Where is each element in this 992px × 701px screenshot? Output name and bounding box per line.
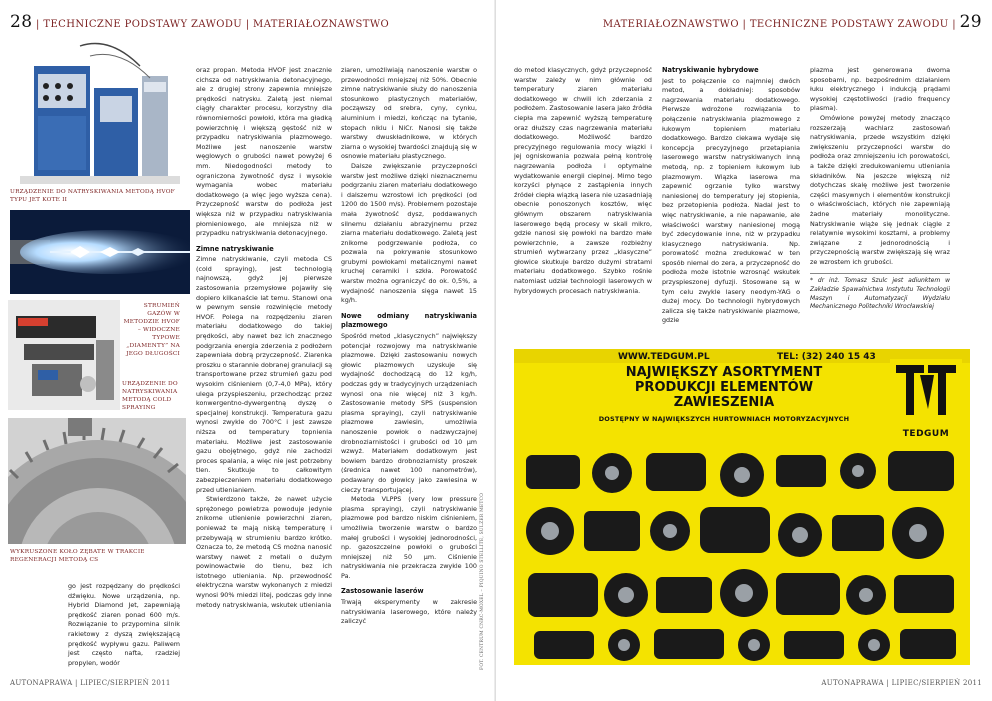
left-col-small-text: go jest rozpędzany do prędkości dźwięku. Nowe urządzenia, np. Hybrid Diamond Jet, zapewniają prędkość ziaren ponad 600 m/s. Rozwiązanie to przypomina silnik rakietowy z dyszą zwiększającą prędkość wypływu gazu. Paliwem jest często nafta, rzadziej propylen, wodór — [68, 582, 180, 667]
ad-headline-line-2: PRODUKCJI ELEMENTÓW — [634, 380, 814, 395]
gear-caption: WYKRUSZONE KOŁO ZĘBATE W TRAKCIE REGENERACJI METODĄ CS — [10, 549, 145, 563]
ad-headline-line-3: ZAWIESZENIA — [673, 395, 775, 410]
tedgum-logo-icon — [890, 359, 962, 431]
right-page-footer: AUTONAPRAWA | LIPIEC/SIERPIEŃ 2011 — [821, 679, 982, 687]
photo-credit-text: FOT. CENTRUM CNRC-MOXEL – PIQUINO STELLITE, SULZER METCO — [480, 492, 485, 670]
cold-spray-caption: URZĄDZENIE DO NATRYSKIWANIA METODĄ COLD SPRAYING — [122, 381, 178, 411]
left-col2-p3: Spośród metod „klasycznych” największy potencjał rozwojowy ma natryskiwanie plazmowe. Dzięki zastosowaniu nowych głowic plazmowych uzyskuje się wydajność dochodzącą do 12 kg/h, podczas gdy w tradycyjnych urządzeniach wynosi ona nie więcej niż 3 kg/h. Zastosowanie metody SPS (suspension plasma spraying), czyli natryskiwanie plazmowe zawiesin, umożliwia nanoszenie powłok o nadzwyczajnej drobnoziarnistości i grubości od 10 μm wzwyż. Materiałem dodatkowym jest bowiem bardzo drobnoziarnisty proszek (średnica nawet 100 nanometrów), podawany do głowicy jako zawiesina w cieczy transportującej. — [341, 332, 477, 494]
left-page-number: 28 — [10, 12, 33, 32]
left-col2-p4: Metoda VLPPS (very low pressure plasma spraying), czyli natryskiwanie plazmowe pod bardzo niskim ciśnieniem, umożliwia tworzenie warstw o bardzo małej grubości i wysokiej jednorodności, np. gazoszczelne powłoki o grubości mniejszej niż 50 μm. Ciśnienie natryskiwania nie przekracza zwykle 100 Pa. — [341, 495, 477, 580]
left-col2-p5: Trwają eksperymenty w zakresie natryskiwania laserowego, które należy zaliczyć — [341, 598, 477, 626]
left-col-2 — [341, 66, 477, 627]
left-col-small — [68, 582, 180, 668]
left-col-1 — [196, 66, 332, 610]
right-col2-p1: Jest to połączenie co najmniej dwóch metod, a dokładniej: sposobów nagrzewania materiału dodatkowego. Pierwsze wdrożone rozwiązania to połączenie natryskiwania plazmowego z łukowym topieniem materiału dodatkowego. Bardzo ciekawa wydaje się koncepcja precyzyjnego przetapiania laserowego warstw natryskiwanych inną metodą, np. z topieniem łukowym lub plazmowym. Wiązka laserowa ma zapewnić ogrzanie tylko warstwy naniesionej do temperatury jej stopienia, bez przetopienia podłoża. Nadal jest to więc natryskiwanie, a nie napawanie, ale właściwości warstwy naniesionej mogą być zdecydowanie inne, niż w przypadku klasycznego natryskiwania. Np. porowatość można zredukować w ten sposób niemal do zera, a przyczepność do podłoża może istotnie wzrosnąć wskutek przyspieszonej dyfuzji. Stosowane są w tym celu zwykle lasery neodym-YAG o dużej mocy. Do technologii hybrydowych zalicza się także natryskiwanie plazmowe, gdzie — [662, 76, 800, 325]
hvof-device-photo — [20, 36, 180, 184]
gear-photo — [8, 418, 186, 544]
photo-credit — [480, 470, 488, 670]
left-section-title: | TECHNICZNE PODSTAWY ZAWODU | MATERIAŁOZNAWSTWO — [36, 19, 390, 30]
right-col3-p2: Omówione powyżej metody znacząco rozszerzają wachlarz zastosowań natryskiwania, przede wszystkim dzięki zwiększeniu przyczepności warstw do podłoża oraz zmniejszeniu ich porowatości, a także dzięki zredukowaniemu utleniania składników. Na jeszcze większą niż dotychczas skalę możliwe jest tworzenie części masywnych i elementów konstrukcji o właściwościach, których nie zapewniają żadne materiały monolityczne. Natryskiwanie wiąże się jednak ciągle z relatywnie wysokimi kosztami, a problemy związane z jednorodnością i przyczepnością warstw zwiększają się wraz ze wzrostem ich grubości. — [810, 113, 950, 266]
left-page-footer: AUTONAPRAWA | LIPIEC/SIERPIEŃ 2011 — [10, 679, 171, 687]
right-col3-p1: plazma jest generowana dwoma sposobami, np. bezpośrednim działaniem łuku elektrycznego i indukcją prądami wysokiej częstotliwości (radio frequency plasma). — [810, 66, 950, 113]
right-col-1 — [514, 66, 652, 296]
right-col-2 — [662, 66, 800, 326]
left-col1-p2: Zimne natryskiwanie, czyli metoda CS (cold spraying), jest technologią najnowszą, gdyż jej pierwsze zastosowania przemysłowe pojawiły się dopiero kilkanaście lat temu. Stanowi ona w pewnym sensie rozwinięcie metody HVOF. Polega na rozpędzeniu ziaren materiału dodatkowego do takiej prędkości, aby nawet bez ich znacznego podgrzania energia zderzenia z podłożem zapewniała dobrą przyczepność. Ziarenka proszku o starannie dobranej granulacji są transportowane przez strumień gazu pod wysokim ciśnieniem (0,7-4,0 MPa), który ulega przyspieszeniu, przechodząc przez konwergentno-dywergentną dyszę o specjalnej konstrukcji. Temperatura gazu wynosi zwykle do 700°C i jest zawsze niższa od temperatury topnienia materiału. Możliwe jest zastosowanie gazu obojętnego, gdyż nie zachodzi proces spalania, a więc nie jest potrzebny tlen. Skutkuje to całkowitym zabezpieczeniem materiału dodatkowego przed utlenianiem. — [196, 255, 332, 494]
left-col1-p1: oraz propan. Metoda HVOF jest znacznie cichsza od natryskiwania detonacyjnego, ale z drugiej strony zapewnia mniejsze prędkości natrysku. Zaletą jest niemal ciągły charakter procesu, korzystny dla równomierności powłoki, która ma gładką powierzchnię i większą gęstość niż w przypadku natryskiwania plazmowego. Możliwe jest nanoszenie warstw węglowych o grubości nawet powyżej 6 mm. Niedogodności metody to ograniczona żywotność dysz i wysokie wymagania wobec materiału dodatkowego (a więc jego wyższa cena). Przyczepność warstw do podłoża jest większa niż w przypadku natryskiwania płomieniowego, ale mniejsza niż w przypadku natryskiwania detonacyjnego. — [196, 66, 332, 238]
right-col1-p1: do metod klasycznych, gdyż przyczepność warstw zależy w nim głównie od temperatury ziaren materiału dodatkowego w chwili ich zderzania z podłożem. Zastosowanie lasera jako źródła ciepła ma zapewnić wyższą temperaturę oraz dłuższy czas nagrzewania materiału dodatkowego. Możliwość bardzo precyzyjnego regulowania mocy wiązki i jej ogniskowania pozwala pełną kontrolę nagrzewania podłoża i optymalne wydatkowanie energii cieplnej. Mimo tego korzyści płynące z zastąpienia innych źródeł ciepła wiązką lasera nie uzasadniają obecnie ponoszonych kosztów, więc głównym obszarem natryskiwania laserowego będą procesy w skali mikro, gdzie nanosi się powłoki na bardzo małe powierzchnie, a zawsze rozbieżny strumień wytwarzany przez „klasyczne” głowice skutkuje bardzo dużymi stratami materiału dodatkowego. Szybko rośnie natomiast udział technologii laserowych w hybrydowych procesach natryskiwania. — [514, 66, 652, 295]
left-col2-p1: ziaren, umożliwiają nanoszenie warstw o przewodności mniejszej niż 50%. Obecnie zimne natryskiwanie służy do nanoszenia stosunkowo plastycznych materiałów, począwszy od srebra, cyny, cynku, aluminium i miedzi, kończąc na tytanie, stopach niklu i NiCr. Nanosi się także warstwy dwuskładnikowe, w których ziarna o wysokiej twardości znajdują się w osnowie materiału plastycznego. — [341, 66, 477, 161]
author-footnote: * dr inż. Tomasz Szulc jest adiunktem w Zakładzie Spawalnictwa Instytutu Technologii Maszyn i Automatyzacji Wydziału Mechanicznego Politechniki Wrocławskiej — [810, 273, 950, 311]
left-page-header — [10, 12, 389, 32]
right-page-number: 29 — [959, 12, 982, 32]
ad-subline: DOSTĘPNY W NAJWIĘKSZYCH HURTOWNIACH MOTORYZACYJNYCH — [598, 415, 850, 423]
right-col2-heading: Natryskiwanie hybrydowe — [662, 66, 759, 74]
ad-headline-line-1: NAJWIĘKSZY ASORTYMENT — [625, 365, 823, 380]
left-col1-p3: Stwierdzono także, że nawet użycie sprężonego powietrza powoduje jedynie znikome utlenienie powierzchni ziaren, ponieważ te mają niską temperaturę i przebywają w strumieniu bardzo krótko. Oznacza to, że metodą CS można nanosić warstwy nawet z metali o dużym powinowactwie do tlenu, bez ich istotnego utleniania. Np. przewodność elektryczna warstw wykonanych z miedzi wynosi 90% miedzi litej, podczas gdy inne metody natryskiwania, wskutek utleniania — [196, 495, 332, 609]
cold-spray-photo — [8, 300, 120, 410]
ad-headline — [574, 365, 874, 410]
left-col2-p2: Dalsze zwiększanie przyczepności warstw jest możliwe dzięki nieznacznemu podgrzaniu ziaren materiału dodatkowego i dalszemu wzrostowi ich prędkości (od 1200 do 1500 m/s). Problemem pozostaje mała żywotność dysz, poddawanych silnemu działaniu abrazyjnemu przez ziarna materiału dodatkowego. Zaletą jest znikome podgrzewanie podłoża, co pozwala na pokrywanie stosunkowo grubymi powłokami metalicznymi nawet kruchej ceramiki i szkła. Porowatość warstw można ograniczyć do ok. 0,5%, a wydajność nanoszenia sięga nawet 15 kg/h. — [341, 161, 477, 305]
right-page-header — [603, 12, 982, 32]
tedgum-advertisement[interactable] — [514, 349, 970, 665]
gas-stream-photo — [10, 210, 190, 294]
left-col1-heading: Zimne natryskiwanie — [196, 244, 274, 253]
right-section-title: MATERIAŁOZNAWSTWO | TECHNICZNE PODSTAWY ZAWODU | — [602, 19, 956, 30]
right-col-3 — [810, 66, 950, 312]
ad-brand: TEDGUM — [902, 429, 950, 439]
suspension-parts-image — [514, 445, 970, 665]
left-col2-heading-2: Zastosowanie laserów — [341, 587, 424, 596]
ad-phone: TEL: (32) 240 15 43 — [777, 352, 876, 362]
gas-stream-caption: STRUMIEŃ GAZÓW W METODZIE HVOF – WIDOCZNE TYPOWE „DIAMENTY” NA JEGO DŁUGOŚCI — [123, 303, 180, 357]
left-col2-heading-1: Nowe odmiany natryskiwania plazmowego — [341, 311, 477, 330]
hvof-device-caption: URZĄDZENIE DO NATRYSKIWANIA METODĄ HVOF TYPU JET KOTE II — [10, 189, 175, 203]
ad-url[interactable]: WWW.TEDGUM.PL — [618, 352, 710, 362]
